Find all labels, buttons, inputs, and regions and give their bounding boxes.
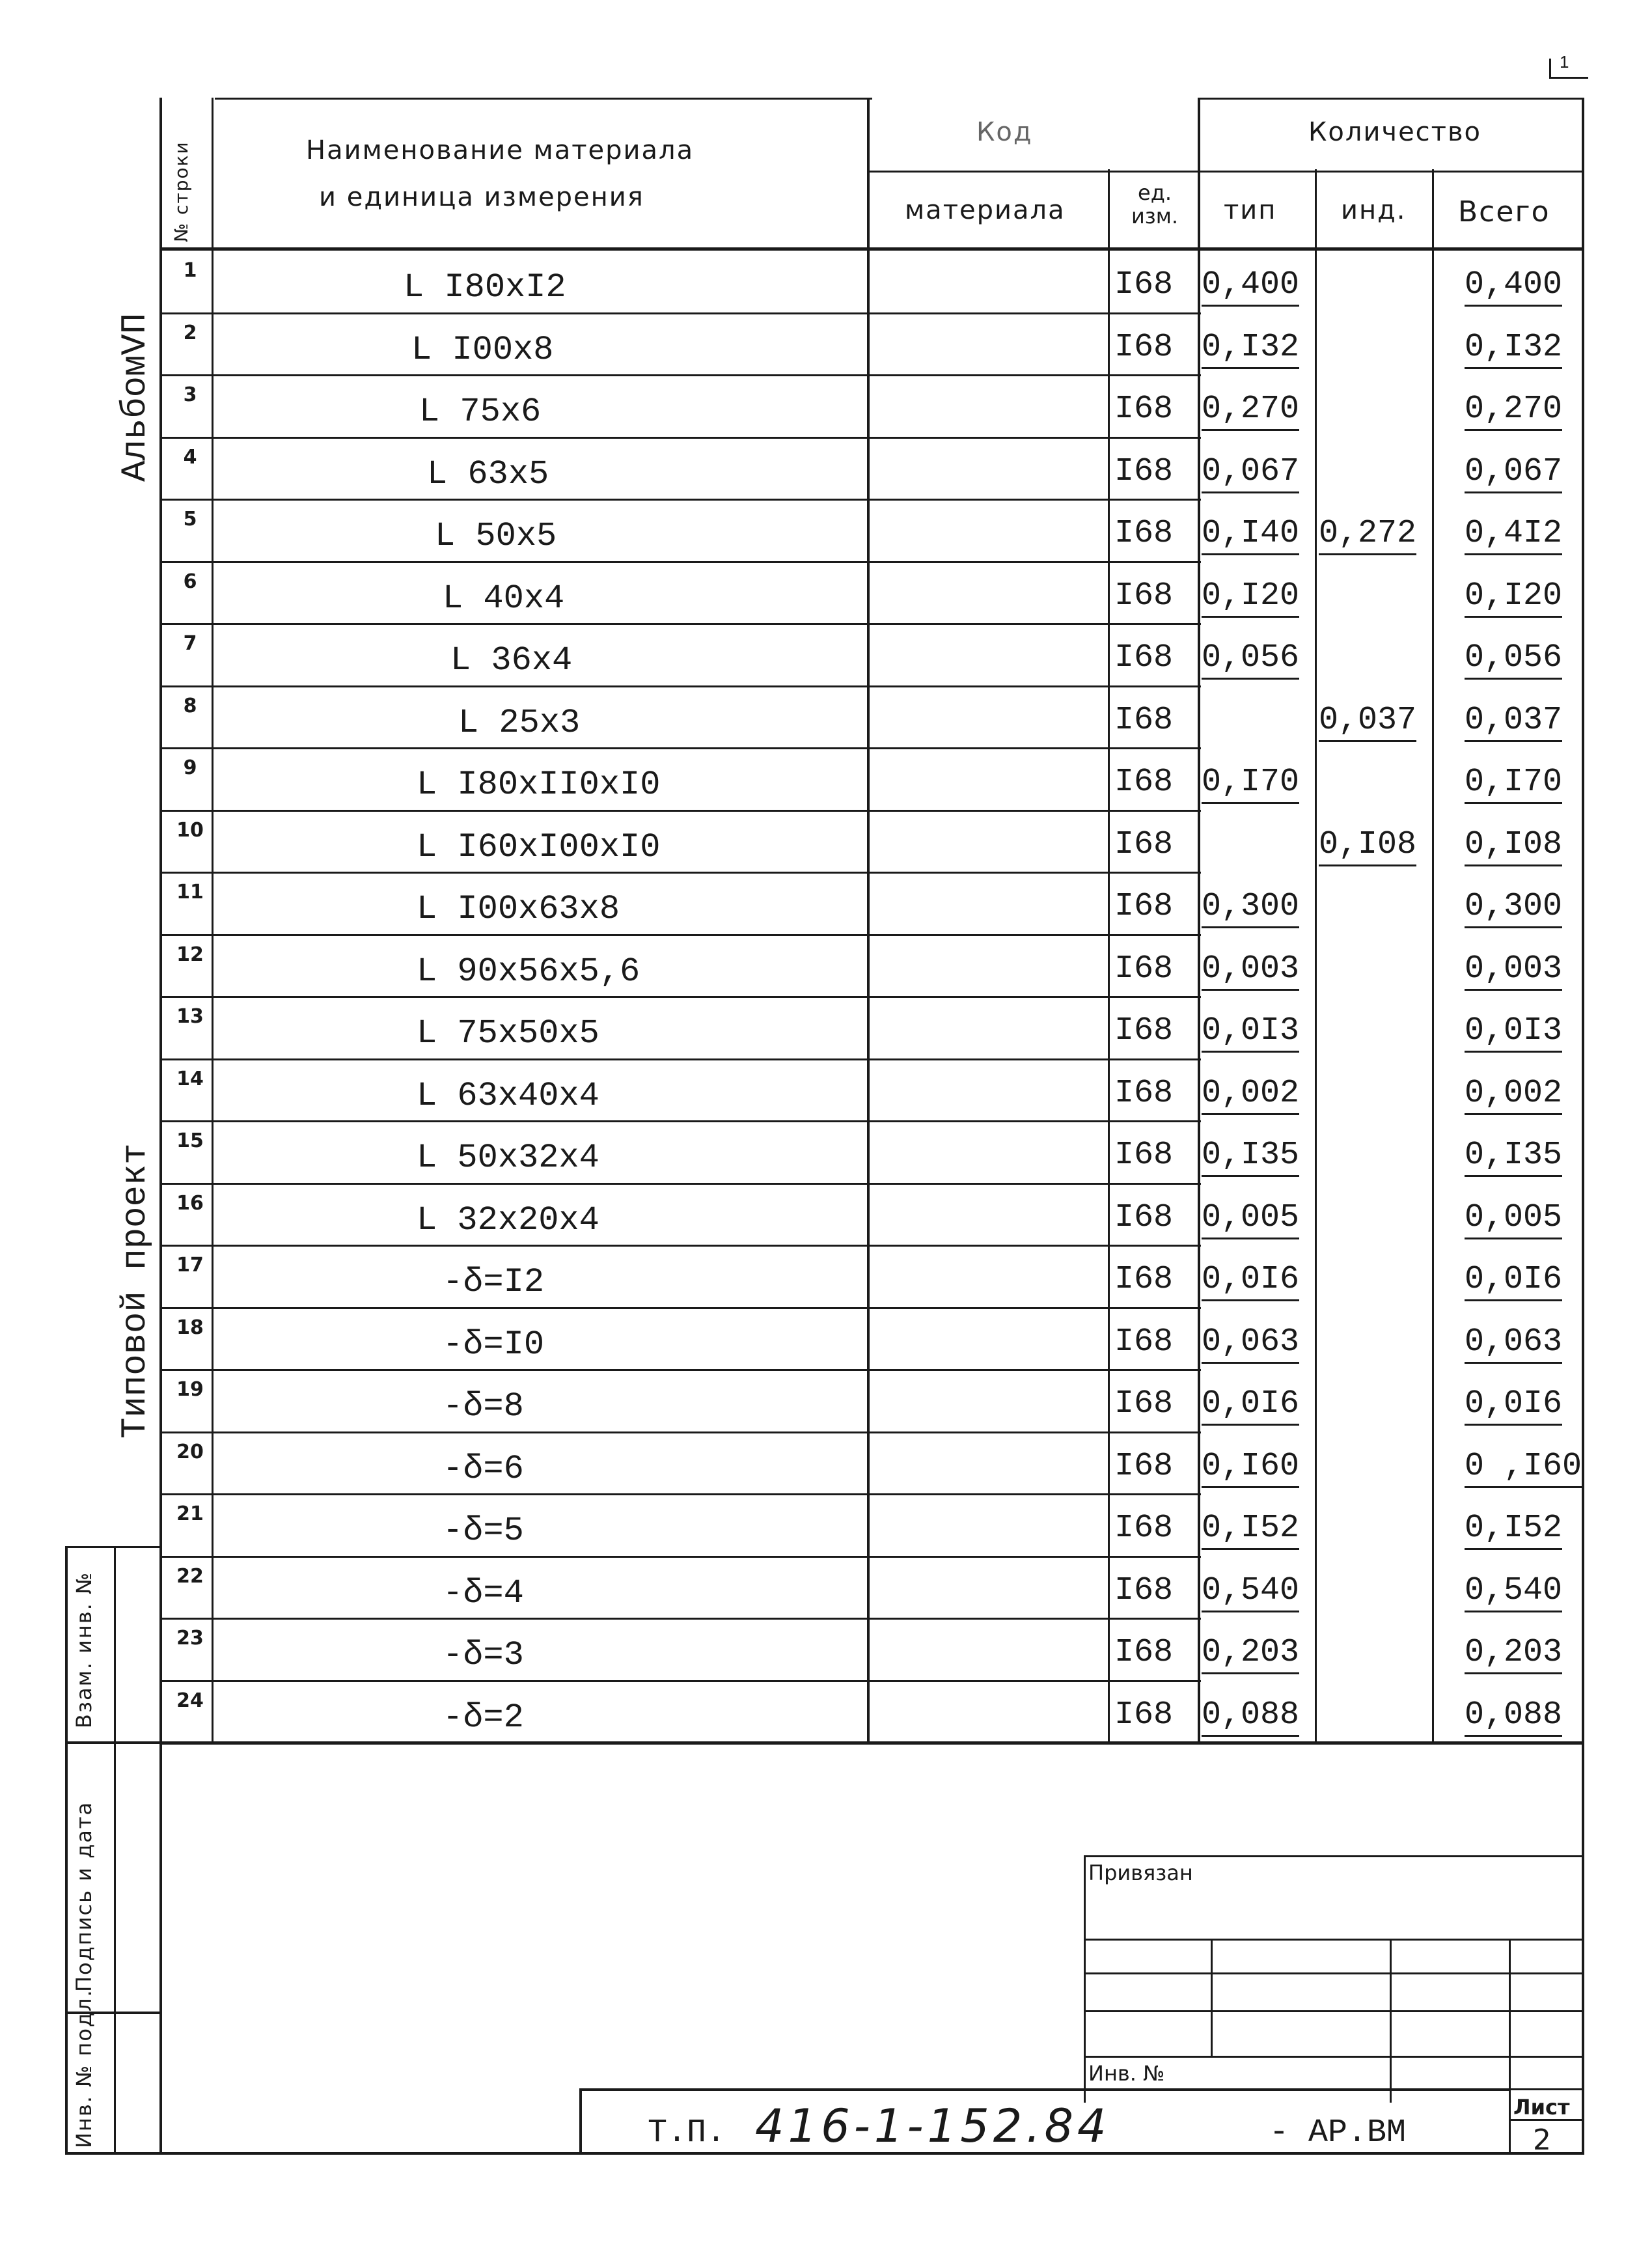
individual-quantity: 0,037 <box>1319 701 1416 742</box>
unit-code: I68 <box>1114 639 1174 676</box>
unit-code: I68 <box>1114 1198 1174 1236</box>
row-number: 14 <box>176 1067 204 1090</box>
unit-code: I68 <box>1114 1137 1174 1174</box>
row-number: 7 <box>183 632 197 655</box>
total-quantity: 0 ,I60 <box>1465 1447 1582 1488</box>
row-number: 6 <box>183 570 197 593</box>
material-name: L 63x40x4 <box>417 1076 599 1115</box>
individual-quantity: 0,272 <box>1319 514 1416 555</box>
type-quantity: 0,088 <box>1202 1696 1299 1737</box>
type-quantity: 0,002 <box>1202 1074 1299 1115</box>
unit-code: I68 <box>1114 764 1174 801</box>
row-number: 12 <box>176 943 204 966</box>
stamp-inv-podl-label: Инв. № подл. <box>72 1989 96 2148</box>
individual-quantity: 0,I08 <box>1319 825 1416 866</box>
material-name: -δ=8 <box>443 1387 524 1426</box>
unit-code: I68 <box>1114 1447 1174 1485</box>
total-quantity: 0,088 <box>1465 1696 1562 1737</box>
type-quantity: 0,067 <box>1202 452 1299 493</box>
row-number: 18 <box>176 1316 204 1339</box>
project-type-label: Типовой проект <box>116 1143 156 1439</box>
unit-code: I68 <box>1114 391 1174 428</box>
unit-code: I68 <box>1114 825 1174 863</box>
type-quantity: 0,300 <box>1202 887 1299 928</box>
stamp-inv-zam-label: Взам. инв. № <box>72 1571 96 1728</box>
type-quantity: 0,I20 <box>1202 577 1299 618</box>
unit-code: I68 <box>1114 1012 1174 1049</box>
doc-number: 416-1-152.84 <box>755 2099 1110 2153</box>
type-quantity: 0,005 <box>1202 1198 1299 1239</box>
material-name: L I80xI2 <box>404 268 566 307</box>
material-name: L 90x56x5,6 <box>417 952 640 991</box>
unit-code: I68 <box>1114 1571 1174 1609</box>
name-header-line1: Наименование материала <box>306 135 695 165</box>
unit-code: I68 <box>1114 1510 1174 1547</box>
total-header: Всего <box>1458 195 1550 228</box>
total-quantity: 0,540 <box>1465 1571 1562 1612</box>
unit-code: I68 <box>1114 452 1174 490</box>
material-name: L 75x50x5 <box>417 1014 599 1053</box>
type-quantity: 0,056 <box>1202 639 1299 680</box>
total-quantity: 0,003 <box>1465 950 1562 991</box>
material-name: L 32x20x4 <box>417 1200 599 1239</box>
material-name: -δ=2 <box>443 1698 524 1737</box>
total-quantity: 0,I70 <box>1465 763 1562 804</box>
quantity-group-header: Количество <box>1308 117 1482 147</box>
row-number: 23 <box>176 1627 204 1650</box>
total-quantity: 0,067 <box>1465 452 1562 493</box>
unit-code: I68 <box>1114 1696 1174 1734</box>
unit-code: I68 <box>1114 950 1174 988</box>
total-quantity: 0,I08 <box>1465 825 1562 866</box>
row-number: 4 <box>183 445 197 469</box>
album-label: АльбомVП <box>116 312 156 482</box>
total-quantity: 0,0I6 <box>1465 1260 1562 1301</box>
total-quantity: 0,0I3 <box>1465 1012 1562 1053</box>
row-number: 8 <box>183 694 197 717</box>
row-number: 20 <box>176 1440 204 1463</box>
type-quantity: 0,400 <box>1202 266 1299 307</box>
inv-number-label: Инв. № <box>1088 2061 1165 2086</box>
attached-label: Привязан <box>1088 1860 1193 1885</box>
material-code-header: материала <box>905 195 1066 225</box>
material-name: L I00x63x8 <box>417 890 620 928</box>
unit-code: I68 <box>1114 577 1174 615</box>
material-name: -δ=I0 <box>443 1325 545 1364</box>
material-name: L 36x4 <box>450 641 573 680</box>
type-quantity: 0,I40 <box>1202 514 1299 555</box>
type-quantity: 0,I70 <box>1202 763 1299 804</box>
row-number: 22 <box>176 1564 204 1588</box>
type-quantity: 0,0I6 <box>1202 1385 1299 1426</box>
total-quantity: 0,I20 <box>1465 577 1562 618</box>
total-quantity: 0,400 <box>1465 266 1562 307</box>
type-quantity: 0,I60 <box>1202 1447 1299 1488</box>
sheet-corner-mark: 1 <box>1560 52 1569 72</box>
type-header: тип <box>1224 195 1277 225</box>
material-name: L 40x4 <box>443 579 565 618</box>
code-group-header: Код <box>976 117 1033 147</box>
total-quantity: 0,I52 <box>1465 1509 1562 1550</box>
unit-header: ед. изм. <box>1131 180 1179 228</box>
total-quantity: 0,005 <box>1465 1198 1562 1239</box>
unit-code: I68 <box>1114 1074 1174 1112</box>
material-name: -δ=5 <box>443 1512 524 1550</box>
name-header-line2: и единица измерения <box>319 182 644 212</box>
material-name: -δ=4 <box>443 1573 524 1612</box>
type-quantity: 0,270 <box>1202 390 1299 431</box>
material-name: L I60xI00xI0 <box>417 827 661 866</box>
total-quantity: 0,4I2 <box>1465 514 1562 555</box>
total-quantity: 0,037 <box>1465 701 1562 742</box>
row-number: 5 <box>183 508 197 531</box>
total-quantity: 0,063 <box>1465 1323 1562 1364</box>
row-number: 19 <box>176 1378 204 1401</box>
type-quantity: 0,063 <box>1202 1323 1299 1364</box>
sheet-number: 2 <box>1533 2123 1551 2157</box>
unit-code: I68 <box>1114 328 1174 366</box>
sheet-label: Лист <box>1513 2095 1570 2120</box>
material-name: L 75x6 <box>419 393 542 431</box>
row-number: 24 <box>176 1689 204 1712</box>
material-name: L I80xII0xI0 <box>417 766 661 804</box>
type-quantity: 0,I32 <box>1202 328 1299 369</box>
unit-code: I68 <box>1114 266 1174 303</box>
doc-prefix: Т.П. <box>648 2114 726 2151</box>
type-quantity: 0,0I6 <box>1202 1260 1299 1301</box>
total-quantity: 0,270 <box>1465 390 1562 431</box>
total-quantity: 0,0I6 <box>1465 1385 1562 1426</box>
unit-code: I68 <box>1114 515 1174 552</box>
material-name: -δ=3 <box>443 1636 524 1674</box>
unit-code: I68 <box>1114 1634 1174 1671</box>
row-number: 2 <box>183 321 197 344</box>
unit-code: I68 <box>1114 1323 1174 1361</box>
material-name: L 50x5 <box>435 517 557 555</box>
total-quantity: 0,I32 <box>1465 328 1562 369</box>
unit-code: I68 <box>1114 1261 1174 1298</box>
unit-code: I68 <box>1114 701 1174 739</box>
row-number: 13 <box>176 1005 204 1028</box>
doc-suffix: - АР.ВМ <box>1269 2114 1407 2151</box>
type-quantity: 0,0I3 <box>1202 1012 1299 1053</box>
ind-header: инд. <box>1341 195 1407 225</box>
material-name: L 25x3 <box>458 703 581 742</box>
unit-code: I68 <box>1114 1385 1174 1422</box>
row-number: 3 <box>183 383 197 406</box>
type-quantity: 0,I52 <box>1202 1509 1299 1550</box>
material-name: -δ=I2 <box>443 1263 545 1301</box>
row-number: 11 <box>176 881 204 904</box>
total-quantity: 0,I35 <box>1465 1136 1562 1177</box>
row-number: 1 <box>183 259 197 282</box>
stamp-sign-date-label: Подпись и дата <box>72 1801 96 1992</box>
row-number-header: № строки <box>171 141 192 242</box>
row-number: 17 <box>176 1254 204 1277</box>
material-name: L 50x32x4 <box>417 1139 599 1177</box>
row-number: 21 <box>176 1502 204 1525</box>
row-number: 9 <box>183 756 197 779</box>
total-quantity: 0,300 <box>1465 887 1562 928</box>
row-number: 10 <box>176 818 204 842</box>
unit-code: I68 <box>1114 888 1174 925</box>
material-name: L 63x5 <box>427 454 549 493</box>
total-quantity: 0,056 <box>1465 639 1562 680</box>
type-quantity: 0,540 <box>1202 1571 1299 1612</box>
total-quantity: 0,203 <box>1465 1633 1562 1674</box>
row-number: 15 <box>176 1129 204 1152</box>
type-quantity: 0,003 <box>1202 950 1299 991</box>
row-number: 16 <box>176 1191 204 1215</box>
total-quantity: 0,002 <box>1465 1074 1562 1115</box>
type-quantity: 0,203 <box>1202 1633 1299 1674</box>
type-quantity: 0,I35 <box>1202 1136 1299 1177</box>
material-name: L I00x8 <box>411 330 554 369</box>
material-name: -δ=6 <box>443 1449 524 1488</box>
